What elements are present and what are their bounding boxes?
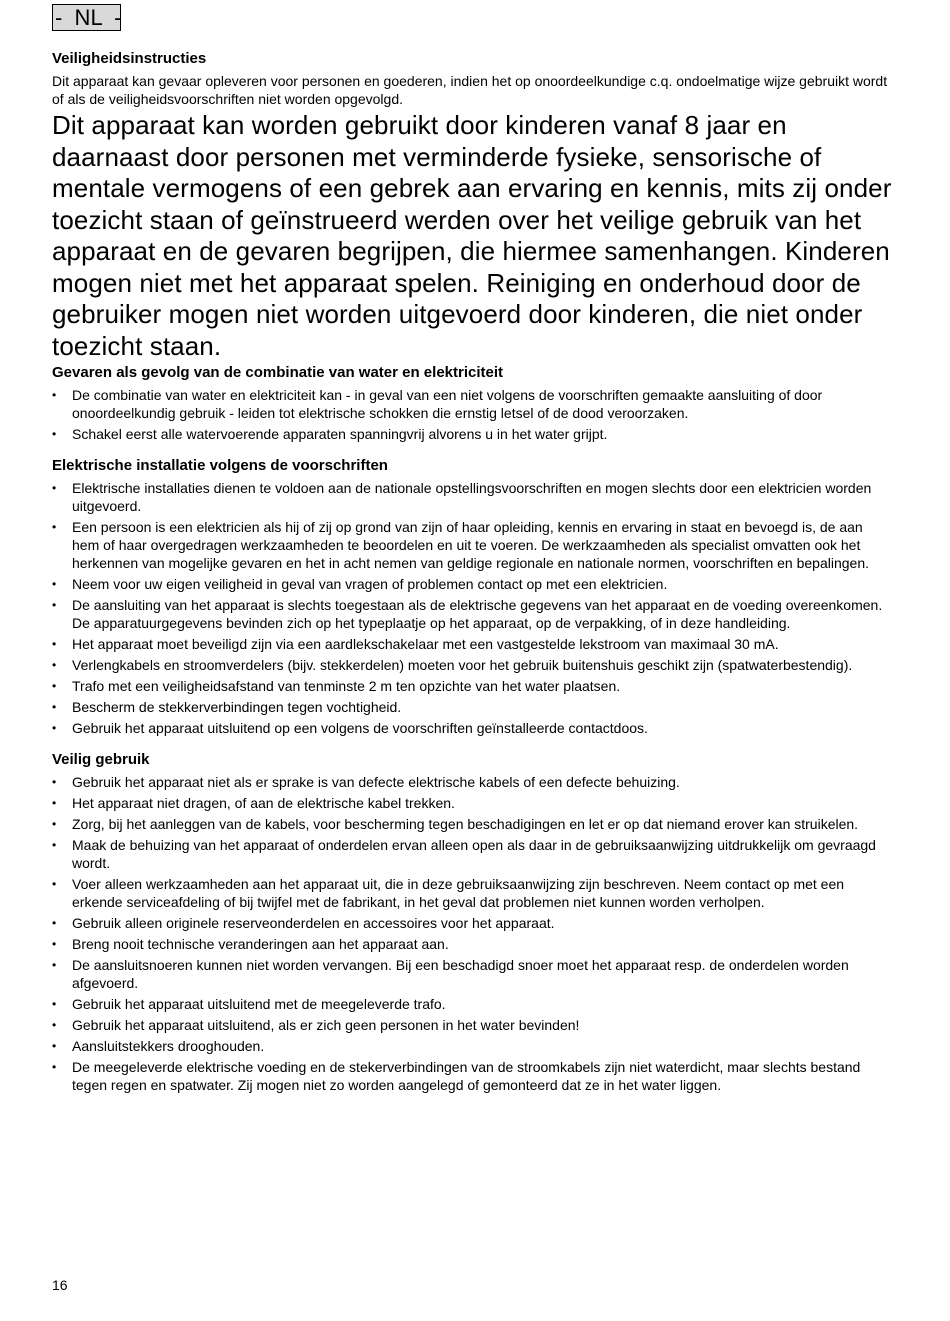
list-item: • Gebruik het apparaat uitsluitend, als er zich geen personen in het water bevinden! [52,1016,892,1034]
list-item: • Schakel eerst alle watervoerende apparaten spanningvrij alvorens u in het water grijpt. [52,425,892,443]
list-item: • De meegeleverde elektrische voeding en de stekerverbindingen van de stroomkabels zijn niet waterdicht, maar slechts bestand tegen regen en spatwater. Zij mogen niet zo worden aangelegd of gemonteerd dat ze in het water liggen. [52,1058,892,1094]
list-item: • Elektrische installaties dienen te voldoen aan de nationale opstellingsvoorschriften en mogen slechts door een elektricien worden uitgevoerd. [52,479,892,515]
list-item: • Gebruik het apparaat uitsluitend met de meegeleverde trafo. [52,995,892,1013]
list-item: • Bescherm de stekkerverbindingen tegen vochtigheid. [52,698,892,716]
section-safety-instructions [52,50,892,362]
section-title: Gevaren als gevolg van de combinatie van water en elektriciteit [52,364,504,381]
list-item: • Zorg, bij het aanleggen van de kabels, voor bescherming tegen beschadigingen en let er op dat niemand erover kan struikelen. [52,815,892,833]
list-item: • Trafo met een veiligheidsafstand van tenminste 2 m ten opzichte van het water plaatsen. [52,677,892,695]
list-item: • Voer alleen werkzaamheden aan het apparaat uit, die in deze gebruiksaanwijzing zijn beschreven. Neem contact op met een erkende serviceafdeling of bij twijfel met de fabrikant, in het geval dat problemen niet kunnen worden verholpen. [52,875,892,911]
document-body [52,50,892,1097]
section-safe-use [52,751,892,1094]
list-item: • Het apparaat niet dragen, of aan de elektrische kabel trekken. [52,794,892,812]
list-item: • Aansluitstekkers drooghouden. [52,1037,892,1055]
list-item: • De aansluitsnoeren kunnen niet worden vervangen. Bij een beschadigd snoer moet het apparaat resp. de onderdelen worden afgevoerd. [52,956,892,992]
intro-paragraph: Dit apparaat kan gevaar opleveren voor personen en goederen, indien het op onoordeelkundige c.q. ondoelmatige wijze gebruikt wordt of als de veiligheidsvoorschriften niet worden opgevolgd. [52,73,888,107]
list-item: • Verlengkabels en stroomverdelers (bijv. stekkerdelen) moeten voor het gebruik buitenshuis geschikt zijn (spatwaterbestendig). [52,656,892,674]
bullet-list [52,386,892,443]
list-item: • Maak de behuizing van het apparaat of onderdelen ervan alleen open als daar in de gebruiksaanwijzing uitdrukkelijk om gevraagd wordt. [52,836,892,872]
list-item: • Een persoon is een elektricien als hij of zij op grond van zijn of haar opleiding, kennis en ervaring in staat en bevoegd is, de aan hem of haar overgedragen werkzaamheden te beoordelen en uit te voeren. De werkzaamheden als specialist omvatten ook het herkennen van mogelijke gevaren en het in acht nemen van geldige regionale en nationale normen, voorschriften en bepalingen. [52,518,892,572]
bullet-list [52,479,892,737]
language-tag: - NL - [52,4,121,31]
children-warning-paragraph: Dit apparaat kan worden gebruikt door kinderen vanaf 8 jaar en daarnaast door personen met verminderde fysieke, sensorische of mentale vermogens of een gebrek aan ervaring en kennis, mits zij onder toezicht staan of geïnstrueerd werden over het veilige gebruik van het apparaat en de gevaren begrijpen, die hiermee samenhangen. Kinderen mogen niet met het apparaat spelen. Reiniging en onderhoud door de gebruiker mogen niet worden uitgevoerd door kinderen, die niet onder toezicht staan. [52,110,892,361]
list-item: • De aansluiting van het apparaat is slechts toegestaan als de elektrische gegevens van het apparaat en de voeding overeenkomen. De apparatuurgegevens bevinden zich op het typeplaatje op het apparaat, op de verpakking, of in deze handleiding. [52,596,892,632]
list-item: • Breng nooit technische veranderingen aan het apparaat aan. [52,935,892,953]
section-electrical-installation [52,457,892,737]
bullet-list [52,773,892,1094]
list-item: • Neem voor uw eigen veiligheid in geval van vragen of problemen contact op met een elektricien. [52,575,892,593]
list-item: • De combinatie van water en elektriciteit kan - in geval van een niet volgens de voorschriften gemaakte aansluiting of door onoordeelkundig gebruik - leiden tot elektrische schokken die ernstig letsel of de dood veroorzaken. [52,386,892,422]
section-title: Veilig gebruik [52,751,150,768]
list-item: • Het apparaat moet beveiligd zijn via een aardlekschakelaar met een vastgestelde lekstroom van maximaal 30 mA. [52,635,892,653]
list-item: • Gebruik het apparaat niet als er sprake is van defecte elektrische kabels of een defecte behuizing. [52,773,892,791]
section-title: Elektrische installatie volgens de voorschriften [52,457,388,474]
page-number: 16 [52,1277,68,1293]
list-item: • Gebruik het apparaat uitsluitend op een volgens de voorschriften geïnstalleerde contactdoos. [52,719,892,737]
list-item: • Gebruik alleen originele reserveonderdelen en accessoires voor het apparaat. [52,914,892,932]
section-water-electricity [52,364,892,443]
section-title: Veiligheidsinstructies [52,50,207,67]
